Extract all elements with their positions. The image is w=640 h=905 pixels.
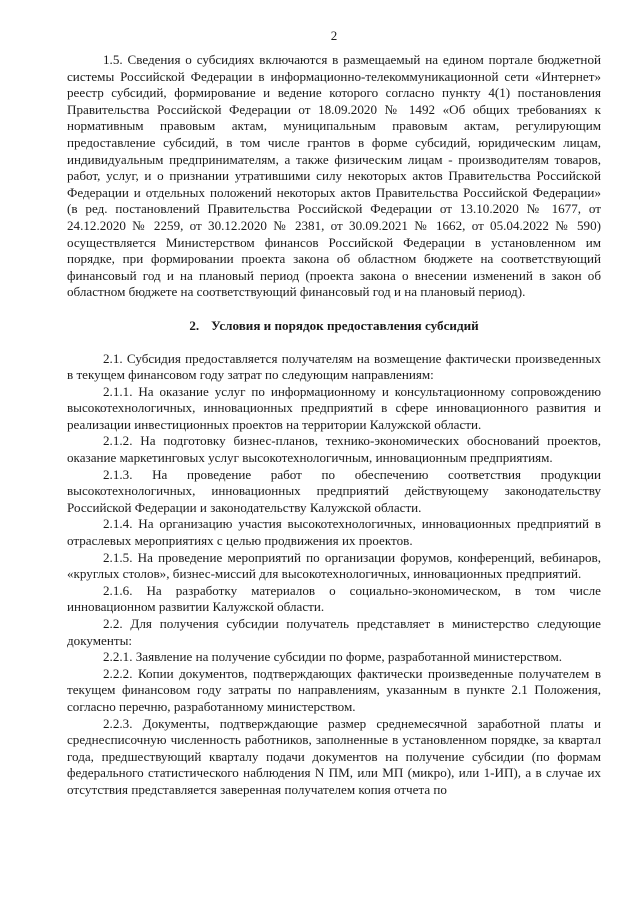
document-body [67, 52, 601, 799]
paragraph-2-2-1: 2.2.1. Заявление на получение субсидии по форме, разработанной министерством. [103, 649, 563, 665]
paragraph-1-5: 1.5. Сведения о субсидиях включаются в размещаемый на едином портале бюджетной системы Российской Федерации в информационно-телекоммуникационной сети «Интернет» реестр субсидий, формирование и ведение которого согласно пункту 4(1) постановления Правительства Российской Федерации от 18.09.2020 № 1492 «Об общих требованиях к нормативным правовым актам, муниципальным правовым актам, регулирующим предоставление субсидий, в том числе грантов в форме субсидий, юридическим лицам, индивидуальным предпринимателям, а также физическим лицам - производителям товаров, работ, услуг, и о признании утратившими силу некоторых актов Правительства Российской Федерации и отдельных положений некоторых актов Правительства Российской Федерации» (в ред. постановлений Правительства Российской Федерации от 13.10.2020 № 1677, от 24.12.2020 № 2259, от 30.12.2020 № 2381, от 30.09.2021 № 1662, от 05.04.2022 № 590) осуществляется Министерством финансов Российской Федерации в установленном им порядке, при формировании проекта закона об областном бюджете на соответствующий финансовый год и на плановый период (проекта закона о внесении изменений в закон об областном бюджете на соответствующий финансовый год и на плановый период). [67, 52, 601, 300]
document-page [67, 0, 601, 799]
paragraph-2-2-2: 2.2.2. Копии документов, подтверждающих фактически произведенные получателем в текущем финансовом году затраты по направлениям, указанным в пункте 2.1 Положения, согласно перечню, разработанному министерством. [67, 665, 601, 714]
section-number: 2. [189, 317, 200, 333]
paragraph-2-1: 2.1. Субсидия предоставляется получателям на возмещение фактически произведенных в текущем финансовом году затрат по следующим направлениям: [67, 350, 601, 383]
paragraph-2-1-5: 2.1.5. На проведение мероприятий по организации форумов, конференций, вебинаров, «круглых столов», бизнес-миссий для высокотехнологичных, инновационных предприятий. [67, 549, 601, 582]
paragraph-2-1-6: 2.1.6. На разработку материалов о социально-экономическом, в том числе инновационном развитии Калужской области. [67, 582, 601, 615]
paragraph-2-1-1: 2.1.1. На оказание услуг по информационному и консультационному сопровождению высокотехнологичных, инновационных предприятий в сфере инновационного развития и реализации инвестиционных проектов на территории Калужской области. [67, 383, 601, 432]
section-heading [67, 318, 601, 335]
section-title: Условия и порядок предоставления субсидий [211, 317, 479, 333]
paragraph-2-2-3: 2.2.3. Документы, подтверждающие размер среднемесячной заработной платы и среднесписочную численность работников, заполненные в установленном порядке, за квартал года, предшествующий кварталу подачи документов на получение субсидии (по формам федерального статистического наблюдения N ПМ, или МП (микро), или 1-ИП), а в случае их отсутствия представляется заверенная получателем копия отчета по [67, 715, 601, 797]
paragraph-2-1-2: 2.1.2. На подготовку бизнес-планов, технико-экономических обоснований проектов, оказание маркетинговых услуг высокотехнологичным, инновационным предприятиям. [67, 433, 601, 466]
paragraph-2-1-4: 2.1.4. На организацию участия высокотехнологичных, инновационных предприятий в отраслевых мероприятиях с целью продвижения их проектов. [67, 516, 601, 549]
page-number: 2 [330, 28, 338, 43]
paragraph-2-1-3: 2.1.3. На проведение работ по обеспечению соответствия продукции высокотехнологичных, инновационных предприятий действующему законодательству Российской Федерации и законодательству Калужской области. [67, 466, 601, 515]
paragraph-2-2: 2.2. Для получения субсидии получатель представляет в министерство следующие документы: [67, 616, 601, 648]
